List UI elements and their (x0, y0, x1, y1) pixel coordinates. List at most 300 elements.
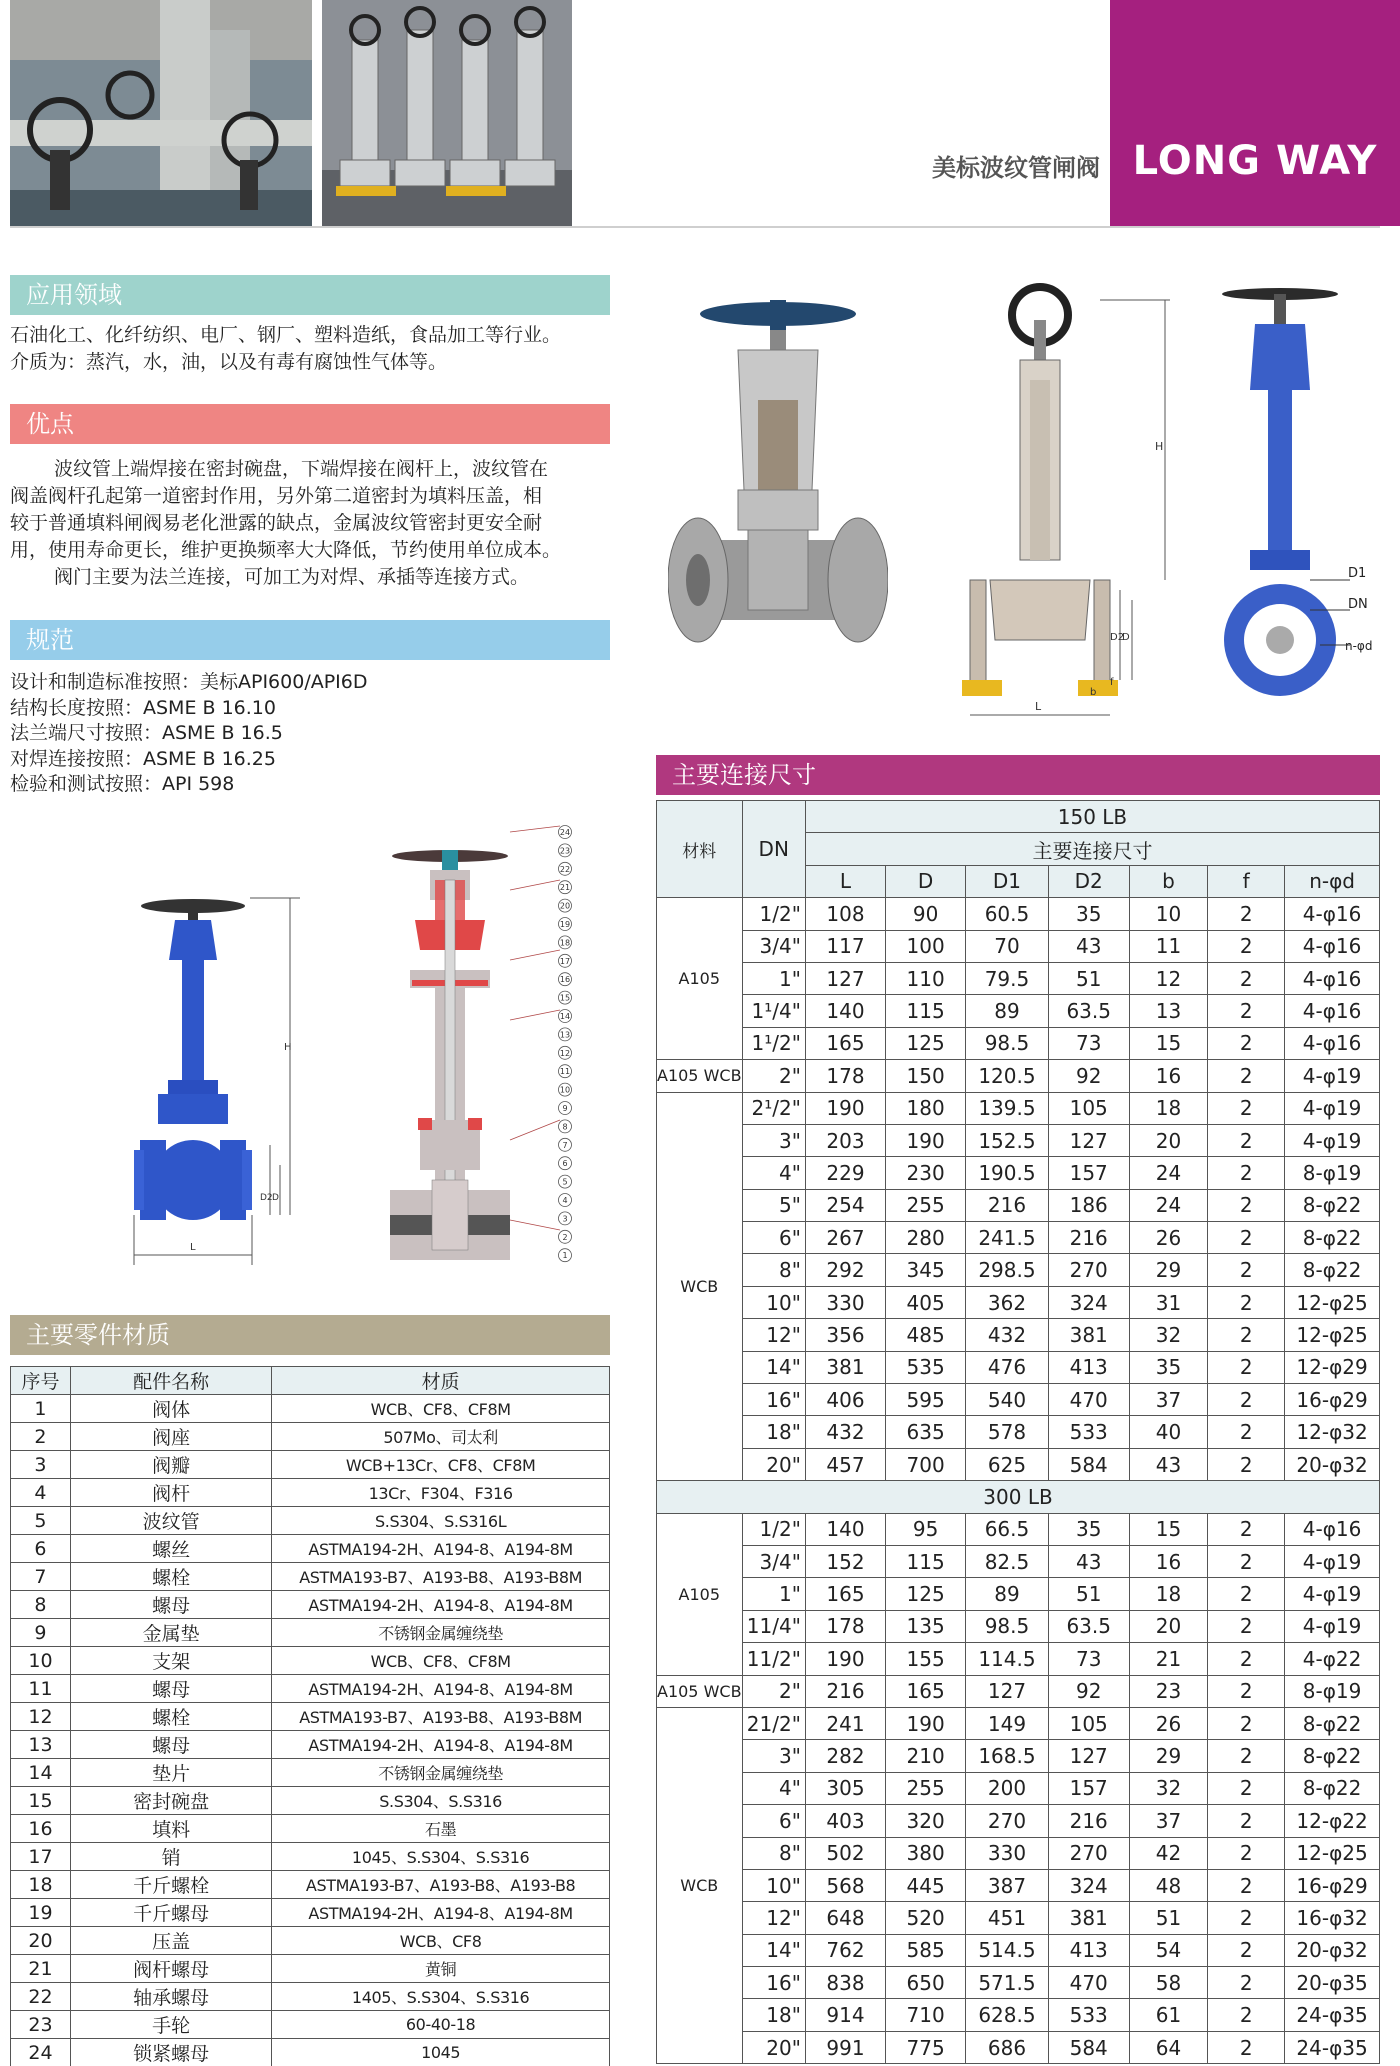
part-material: 石墨 (272, 1815, 610, 1843)
l-cell: 762 (805, 1934, 885, 1966)
nd-cell: 8-φ22 (1285, 1772, 1380, 1804)
b-cell: 51 (1129, 1902, 1208, 1934)
f-cell: 2 (1208, 1545, 1285, 1577)
material-cell: A105 WCB (657, 1060, 743, 1092)
part-material: 1045、S.S304、S.S316 (272, 1843, 610, 1871)
f-cell: 2 (1208, 1254, 1285, 1286)
part-number: 18 (11, 1871, 71, 1899)
nd-cell: 4-φ16 (1285, 995, 1380, 1027)
dn-cell: 20" (742, 1448, 805, 1480)
dimension-row (657, 1805, 1380, 1837)
dimensions-table (656, 800, 1380, 2064)
f-cell: 2 (1208, 1222, 1285, 1254)
dim-d1-label: D1 (1348, 566, 1367, 581)
d1-cell: 98.5 (966, 1027, 1049, 1059)
d1-cell: 476 (966, 1351, 1049, 1383)
nd-cell: 12-φ22 (1285, 1805, 1380, 1837)
dimension-row (657, 1513, 1380, 1545)
part-name: 螺栓 (70, 1703, 271, 1731)
d2-cell: 157 (1048, 1772, 1129, 1804)
part-callout-number: 11 (559, 1067, 571, 1077)
f-cell: 2 (1208, 962, 1285, 994)
dim-d-label-2: D (1122, 632, 1130, 643)
d-cell: 150 (886, 1060, 966, 1092)
l-cell: 457 (805, 1448, 885, 1480)
parts-row (11, 1507, 610, 1535)
d1-cell: 152.5 (966, 1124, 1049, 1156)
d2-cell: 73 (1048, 1643, 1129, 1675)
dn-cell: 10" (742, 1869, 805, 1901)
d-cell: 595 (886, 1384, 966, 1416)
part-number: 14 (11, 1759, 71, 1787)
f-cell: 2 (1208, 1448, 1285, 1480)
part-number: 1 (11, 1395, 71, 1423)
f-cell: 2 (1208, 1967, 1285, 1999)
dn-cell: 8" (742, 1254, 805, 1286)
application-line: 介质为：蒸汽，水，油，以及有毒有腐蚀性气体等。 (10, 351, 448, 373)
dimension-row (657, 898, 1380, 930)
b-cell: 16 (1129, 1545, 1208, 1577)
dimension-row (657, 1124, 1380, 1156)
l-cell: 165 (805, 1027, 885, 1059)
dn-cell: 1¹/4" (742, 995, 805, 1027)
b-cell: 58 (1129, 1967, 1208, 1999)
parts-row (11, 1451, 610, 1479)
l-cell: 838 (805, 1967, 885, 1999)
part-name: 压盖 (70, 1927, 271, 1955)
nd-cell: 4-φ16 (1285, 898, 1380, 930)
f-cell: 2 (1208, 2031, 1285, 2063)
d-cell: 165 (886, 1675, 966, 1707)
dimension-row (657, 1967, 1380, 1999)
d1-cell: 89 (966, 1578, 1049, 1610)
f-cell: 2 (1208, 1805, 1285, 1837)
part-material: ASTMA193-B7、A193-B8、A193-B8M (272, 1703, 610, 1731)
l-cell: 432 (805, 1416, 885, 1448)
part-name: 阀杆螺母 (70, 1955, 271, 1983)
dimension-row (657, 1869, 1380, 1901)
standards-line: 检验和测试按照：API 598 (10, 773, 235, 795)
d2-cell: 127 (1048, 1124, 1129, 1156)
b-cell: 37 (1129, 1805, 1208, 1837)
part-material: ASTMA194-2H、A194-8、A194-8M (272, 1899, 610, 1927)
part-callout-number: 15 (559, 993, 571, 1003)
l-cell: 127 (805, 962, 885, 994)
section-advantages-header (10, 404, 610, 444)
dimension-row (657, 1254, 1380, 1286)
col-d2-header: D2 (1048, 865, 1129, 897)
col-f-header: f (1208, 865, 1285, 897)
dn-cell: 14" (742, 1351, 805, 1383)
b-cell: 11 (1129, 930, 1208, 962)
part-material: ASTMA193-B7、A193-B8、A193-B8 (272, 1871, 610, 1899)
d-cell: 485 (886, 1319, 966, 1351)
d1-cell: 540 (966, 1384, 1049, 1416)
dim-b-label-2: b (1090, 687, 1097, 698)
dimension-row (657, 1675, 1380, 1707)
parts-row (11, 1395, 610, 1423)
dimension-row (657, 1578, 1380, 1610)
l-cell: 381 (805, 1351, 885, 1383)
d-cell: 190 (886, 1124, 966, 1156)
d1-cell: 362 (966, 1286, 1049, 1318)
application-text (10, 322, 650, 376)
class-300-body (657, 1513, 1380, 2064)
b-cell: 18 (1129, 1578, 1208, 1610)
nd-cell: 8-φ22 (1285, 1222, 1380, 1254)
l-cell: 203 (805, 1124, 885, 1156)
material-cell: WCB (657, 1707, 743, 2063)
b-cell: 37 (1129, 1384, 1208, 1416)
l-cell: 117 (805, 930, 885, 962)
d1-cell: 514.5 (966, 1934, 1049, 1966)
part-material: 不锈钢金属缠绕垫 (272, 1759, 610, 1787)
b-cell: 64 (1129, 2031, 1208, 2063)
f-cell: 2 (1208, 1643, 1285, 1675)
part-number: 13 (11, 1731, 71, 1759)
dn-cell: 6" (742, 1805, 805, 1837)
dn-cell: 1" (742, 1578, 805, 1610)
d1-cell: 98.5 (966, 1610, 1049, 1642)
nd-cell: 4-φ16 (1285, 962, 1380, 994)
dimension-row (657, 1222, 1380, 1254)
part-material: ASTMA194-2H、A194-8、A194-8M (272, 1731, 610, 1759)
d2-cell: 35 (1048, 898, 1129, 930)
f-cell: 2 (1208, 1416, 1285, 1448)
part-number: 20 (11, 1927, 71, 1955)
l-cell: 241 (805, 1707, 885, 1739)
advantages-line: 波纹管上端焊接在密封碗盘，下端焊接在阀杆上，波纹管在 (54, 458, 549, 480)
part-callout-number: 14 (559, 1012, 571, 1021)
b-cell: 32 (1129, 1319, 1208, 1351)
part-callout-number: 23 (559, 846, 571, 856)
dimension-row (657, 1707, 1380, 1739)
dimension-row (657, 1999, 1380, 2031)
nd-cell: 12-φ25 (1285, 1837, 1380, 1869)
nd-cell: 20-φ32 (1285, 1934, 1380, 1966)
dimension-row (657, 1027, 1380, 1059)
b-cell: 16 (1129, 1060, 1208, 1092)
d1-cell: 70 (966, 930, 1049, 962)
section-parts-header (10, 1315, 610, 1355)
connection-subheader: 主要连接尺寸 (805, 833, 1379, 865)
d-cell: 345 (886, 1254, 966, 1286)
f-cell: 2 (1208, 1707, 1285, 1739)
dn-cell: 4" (742, 1772, 805, 1804)
b-cell: 15 (1129, 1027, 1208, 1059)
parts-row (11, 1563, 610, 1591)
product-subtitle: 美标波纹管闸阀 (932, 154, 1100, 182)
f-cell: 2 (1208, 1934, 1285, 1966)
part-number: 12 (11, 1703, 71, 1731)
part-number: 23 (11, 2011, 71, 2039)
part-callout-number: 10 (559, 1085, 571, 1095)
part-name: 螺母 (70, 1675, 271, 1703)
dim-h-label-2: H (1155, 440, 1164, 453)
parts-row (11, 1647, 610, 1675)
dn-cell: 2" (742, 1060, 805, 1092)
d2-cell: 324 (1048, 1869, 1129, 1901)
part-name: 手轮 (70, 2011, 271, 2039)
b-cell: 23 (1129, 1675, 1208, 1707)
l-cell: 568 (805, 1869, 885, 1901)
f-cell: 2 (1208, 1319, 1285, 1351)
part-number: 19 (11, 1899, 71, 1927)
f-cell: 2 (1208, 1351, 1285, 1383)
standards-line: 结构长度按照：ASME B 16.10 (10, 696, 276, 719)
d2-cell: 216 (1048, 1222, 1129, 1254)
d1-cell: 66.5 (966, 1513, 1049, 1545)
d-cell: 115 (886, 995, 966, 1027)
d-cell: 95 (886, 1513, 966, 1545)
nd-cell: 20-φ32 (1285, 1448, 1380, 1480)
part-material: ASTMA194-2H、A194-8、A194-8M (272, 1535, 610, 1563)
f-cell: 2 (1208, 1384, 1285, 1416)
nd-cell: 16-φ29 (1285, 1869, 1380, 1901)
f-cell: 2 (1208, 1869, 1285, 1901)
d2-cell: 324 (1048, 1286, 1129, 1318)
class-300-label: 300 LB (657, 1481, 1380, 1513)
standards-text (10, 670, 610, 798)
standards-line: 法兰端尺寸按照：ASME B 16.5 (10, 722, 283, 744)
d2-cell: 92 (1048, 1675, 1129, 1707)
d-cell: 405 (886, 1286, 966, 1318)
part-number: 6 (11, 1535, 71, 1563)
part-callout-number: 19 (559, 920, 571, 929)
d2-cell: 270 (1048, 1254, 1129, 1286)
d1-cell: 451 (966, 1902, 1049, 1934)
part-name: 密封碗盘 (70, 1787, 271, 1815)
d1-cell: 432 (966, 1319, 1049, 1351)
dn-cell: 20" (742, 2031, 805, 2063)
l-cell: 165 (805, 1578, 885, 1610)
part-material: ASTMA194-2H、A194-8、A194-8M (272, 1675, 610, 1703)
class-150-body (657, 898, 1380, 1481)
part-name: 阀体 (70, 1395, 271, 1423)
part-material: S.S304、S.S316L (272, 1507, 610, 1535)
dimension-row (657, 1448, 1380, 1480)
part-material: 60-40-18 (272, 2011, 610, 2039)
nd-cell: 8-φ22 (1285, 1189, 1380, 1221)
nd-cell: 8-φ22 (1285, 1254, 1380, 1286)
b-cell: 26 (1129, 1707, 1208, 1739)
d2-cell: 381 (1048, 1319, 1129, 1351)
dimension-row (657, 995, 1380, 1027)
d1-cell: 120.5 (966, 1060, 1049, 1092)
application-line: 石油化工、化纤纺织、电厂、钢厂、塑料造纸，食品加工等行业。 (10, 324, 562, 346)
parts-body (11, 1395, 610, 2066)
dn-cell: 1/2" (742, 898, 805, 930)
d2-cell: 73 (1048, 1027, 1129, 1059)
d2-cell: 105 (1048, 1707, 1129, 1739)
d-cell: 445 (886, 1869, 966, 1901)
col-d-header: D (886, 865, 966, 897)
col-b-header: b (1129, 865, 1208, 897)
dn-cell: 16" (742, 1967, 805, 1999)
part-callout-number: 1 (562, 1251, 568, 1261)
l-cell: 502 (805, 1837, 885, 1869)
parts-row (11, 1815, 610, 1843)
l-cell: 254 (805, 1189, 885, 1221)
section-parts-title: 主要零件材质 (26, 1321, 170, 1349)
part-name: 锁紧螺母 (70, 2039, 271, 2066)
dimension-row (657, 1060, 1380, 1092)
part-name: 支架 (70, 1647, 271, 1675)
b-cell: 48 (1129, 1869, 1208, 1901)
d2-cell: 381 (1048, 1902, 1129, 1934)
dimension-row (657, 1189, 1380, 1221)
part-callout-number: 20 (559, 901, 571, 911)
d2-cell: 51 (1048, 1578, 1129, 1610)
d-cell: 155 (886, 1643, 966, 1675)
d-cell: 255 (886, 1189, 966, 1221)
nd-cell: 16-φ29 (1285, 1384, 1380, 1416)
l-cell: 914 (805, 1999, 885, 2031)
part-callout-number: 13 (559, 1030, 571, 1040)
dim-d2-label: D2 (260, 1193, 273, 1203)
dn-cell: 4" (742, 1157, 805, 1189)
l-cell: 190 (805, 1643, 885, 1675)
part-callout-number: 5 (562, 1177, 568, 1187)
parts-col-name: 配件名称 (70, 1367, 271, 1395)
d-cell: 650 (886, 1967, 966, 1999)
section-application-header (10, 275, 610, 315)
d1-cell: 190.5 (966, 1157, 1049, 1189)
header-photo-valve-batch (322, 0, 572, 226)
l-cell: 305 (805, 1772, 885, 1804)
parts-row (11, 2011, 610, 2039)
part-name: 阀座 (70, 1423, 271, 1451)
dim-l-label-2: L (1035, 700, 1042, 713)
part-name: 螺丝 (70, 1535, 271, 1563)
b-cell: 10 (1129, 898, 1208, 930)
part-material: WCB、CF8、CF8M (272, 1395, 610, 1423)
b-cell: 13 (1129, 995, 1208, 1027)
part-callout-number: 7 (562, 1140, 568, 1150)
f-cell: 2 (1208, 1610, 1285, 1642)
part-material: 黄铜 (272, 1955, 610, 1983)
part-material: 不锈钢金属缠绕垫 (272, 1619, 610, 1647)
part-number: 17 (11, 1843, 71, 1871)
part-callout-number: 18 (559, 938, 571, 948)
dimension-row (657, 1319, 1380, 1351)
brand-banner (1110, 0, 1400, 226)
part-name: 螺母 (70, 1731, 271, 1759)
d1-cell: 387 (966, 1869, 1049, 1901)
part-material: ASTMA194-2H、A194-8、A194-8M (272, 1591, 610, 1619)
d1-cell: 149 (966, 1707, 1049, 1739)
d1-cell: 127 (966, 1675, 1049, 1707)
part-callout-number: 21 (559, 883, 571, 893)
product-photo-extended-bonnet-valve (950, 280, 1180, 720)
material-cell: WCB (657, 1092, 743, 1481)
parts-row (11, 1675, 610, 1703)
col-material-header: 材料 (657, 801, 743, 898)
d-cell: 190 (886, 1707, 966, 1739)
part-callout-number: 2 (562, 1232, 568, 1242)
parts-row (11, 1955, 610, 1983)
f-cell: 2 (1208, 1902, 1285, 1934)
b-cell: 54 (1129, 1934, 1208, 1966)
d-cell: 700 (886, 1448, 966, 1480)
dn-cell: 16" (742, 1384, 805, 1416)
dimension-row (657, 1157, 1380, 1189)
dimension-row (657, 1902, 1380, 1934)
d-cell: 100 (886, 930, 966, 962)
dn-cell: 18" (742, 1999, 805, 2031)
d1-cell: 139.5 (966, 1092, 1049, 1124)
d1-cell: 625 (966, 1448, 1049, 1480)
nd-cell: 8-φ22 (1285, 1707, 1380, 1739)
part-name: 垫片 (70, 1759, 271, 1787)
part-name: 销 (70, 1843, 271, 1871)
l-cell: 178 (805, 1060, 885, 1092)
advantages-line: 阀盖阀杆孔起第一道密封作用，另外第二道密封为填料压盖，相 (10, 485, 543, 507)
col-d1-header: D1 (966, 865, 1049, 897)
part-number: 21 (11, 1955, 71, 1983)
nd-cell: 8-φ19 (1285, 1675, 1380, 1707)
nd-cell: 4-φ19 (1285, 1060, 1380, 1092)
dn-cell: 12" (742, 1319, 805, 1351)
d2-cell: 35 (1048, 1513, 1129, 1545)
part-number: 24 (11, 2039, 71, 2066)
d1-cell: 79.5 (966, 962, 1049, 994)
dimension-row (657, 1740, 1380, 1772)
d1-cell: 571.5 (966, 1967, 1049, 1999)
d-cell: 125 (886, 1027, 966, 1059)
d1-cell: 114.5 (966, 1643, 1049, 1675)
product-drawing-flanged-valve (1210, 280, 1390, 700)
d1-cell: 200 (966, 1772, 1049, 1804)
f-cell: 2 (1208, 1578, 1285, 1610)
section-standards-title: 规范 (26, 626, 74, 654)
part-callout-number: 3 (562, 1214, 568, 1224)
part-name: 千斤螺栓 (70, 1871, 271, 1899)
d2-cell: 533 (1048, 1416, 1129, 1448)
dimension-row (657, 1772, 1380, 1804)
dim-d-label: D (272, 1193, 279, 1203)
f-cell: 2 (1208, 1092, 1285, 1124)
nd-cell: 24-φ35 (1285, 1999, 1380, 2031)
b-cell: 43 (1129, 1448, 1208, 1480)
dn-cell: 11/2" (742, 1643, 805, 1675)
parts-col-no: 序号 (11, 1367, 71, 1395)
dim-d2-label-2: D2 (1110, 632, 1125, 643)
l-cell: 406 (805, 1384, 885, 1416)
dn-cell: 21/2" (742, 1707, 805, 1739)
part-material: 507Mo、司太利 (272, 1423, 610, 1451)
b-cell: 29 (1129, 1254, 1208, 1286)
part-name: 轴承螺母 (70, 1983, 271, 2011)
part-callout-number: 22 (559, 864, 571, 874)
part-material: ASTMA193-B7、A193-B8、A193-B8M (272, 1563, 610, 1591)
d1-cell: 82.5 (966, 1545, 1049, 1577)
l-cell: 292 (805, 1254, 885, 1286)
part-material: 1045 (272, 2039, 610, 2066)
d2-cell: 127 (1048, 1740, 1129, 1772)
dim-dn-label: DN (1348, 597, 1368, 612)
dimension-row (657, 930, 1380, 962)
part-number: 8 (11, 1591, 71, 1619)
dimension-row (657, 1643, 1380, 1675)
parts-col-material: 材质 (272, 1367, 610, 1395)
d-cell: 135 (886, 1610, 966, 1642)
dn-cell: 2¹/2" (742, 1092, 805, 1124)
part-name: 螺栓 (70, 1563, 271, 1591)
dim-f-label-2: f (1110, 677, 1114, 688)
col-dn-header: DN (742, 801, 805, 898)
f-cell: 2 (1208, 1513, 1285, 1545)
